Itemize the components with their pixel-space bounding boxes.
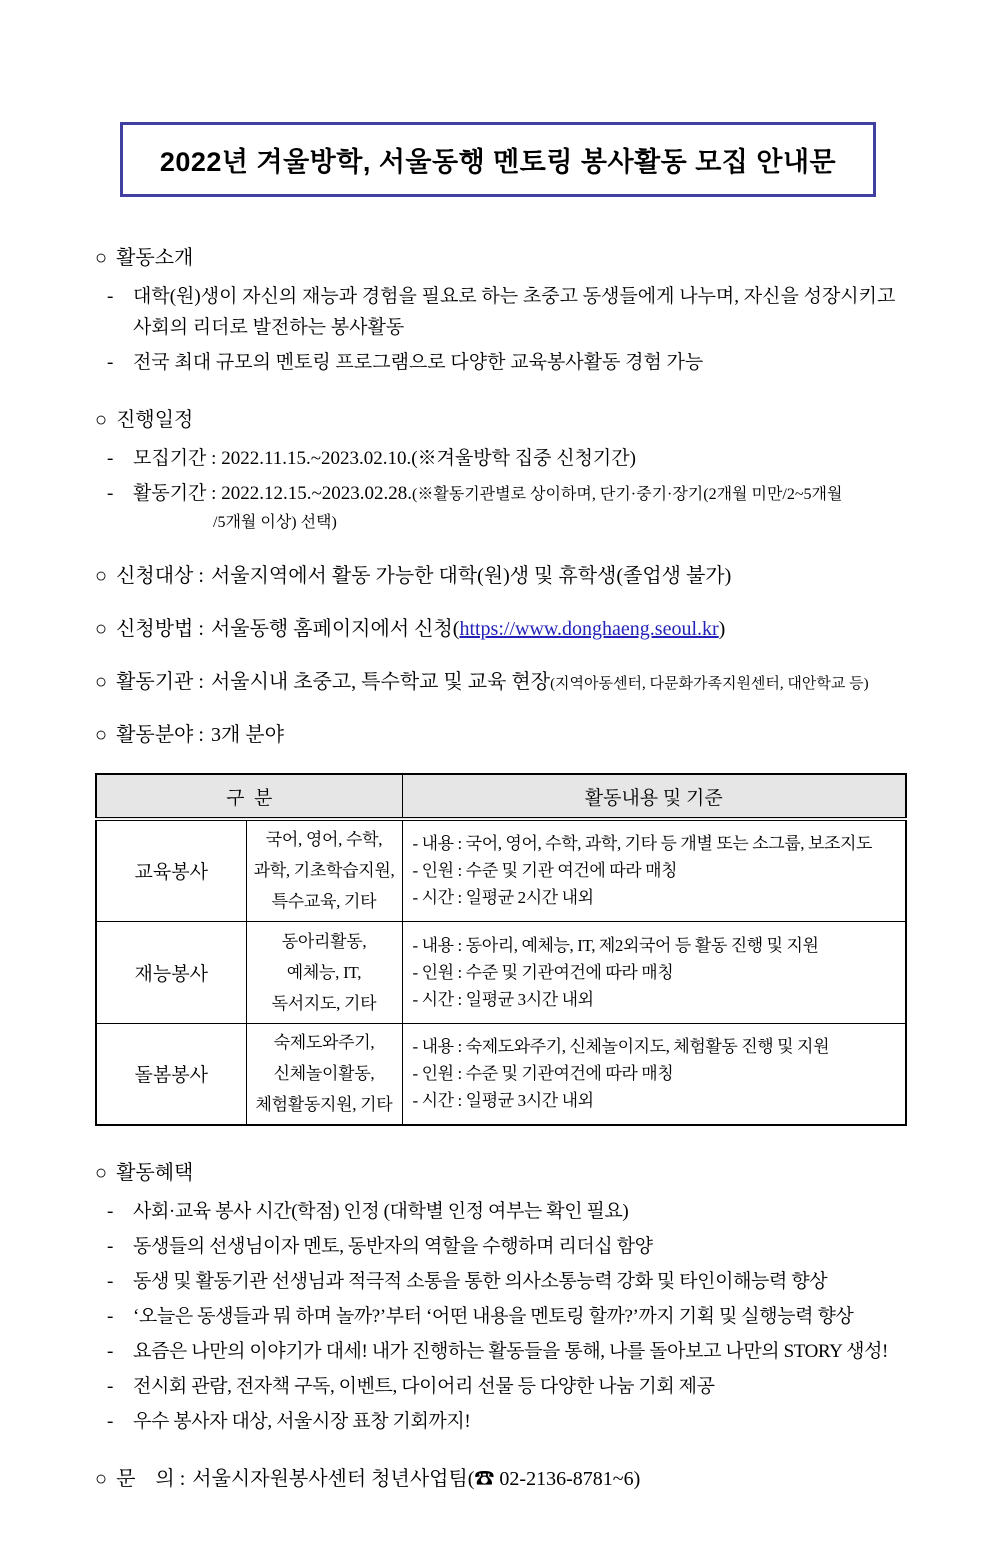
subjects-cell [246,921,402,1023]
dash-bullet: - [107,1341,113,1362]
subject-line: 동아리활동, [281,931,367,951]
benefit-item-text: ‘오늘은 동생들과 뭐 하며 놀까?’부터 ‘어떤 내용을 멘토링 할까?’까지 기획 및 실행능력 향상 [133,1306,854,1327]
dash-bullet: - [107,1376,113,1397]
method-value [211,618,725,640]
dash-bullet: - [107,483,114,504]
fields-value: 3개 분야 [210,724,284,746]
activity-period-note-2: /5개월 이상) 선택) [213,514,337,531]
method-value-pre: 서울동행 홈페이지에서 신청( [210,618,460,640]
category-cell: 돌봄봉사 [96,1023,246,1125]
circle-bullet: ○ [95,671,108,693]
contact-line [95,1462,905,1491]
detail-line: - 내용 : 숙제도와주기, 신체놀이지도, 체험활동 진행 및 지원 [412,1037,830,1057]
circle-bullet: ○ [95,247,108,269]
recruit-period-text: 모집기간 : 2022.11.15.~2023.02.10.(※겨울방학 집중 신청기간) [133,448,636,469]
detail-line: - 내용 : 동아리, 예체능, IT, 제2외국어 등 활동 진행 및 지원 [412,935,819,955]
activity-period-text: 활동기간 : 2022.12.15.~2023.02.28. [133,483,412,504]
details-cell [402,819,906,921]
detail-line: - 인원 : 수준 및 기관여건에 따라 매칭 [412,962,674,982]
detail-line: - 시간 : 일평균 3시간 내외 [412,989,594,1009]
subject-line: 국어, 영어, 수학, [265,830,383,850]
subject-line: 신체놀이활동, [273,1064,375,1084]
benefit-item-text: 요즘은 나만의 이야기가 대세! 내가 진행하는 활동들을 통해, 나를 돌아보고 나만의 STORY 생성! [133,1341,888,1362]
category-cell: 교육봉사 [96,819,246,921]
orgs-note: (지역아동센터, 다문화가족지원센터, 대안학교 등) [550,676,869,692]
subject-line: 특수교육, 기타 [271,892,377,912]
subject-line: 과학, 기초학습지원, [253,861,395,881]
detail-line: - 내용 : 국어, 영어, 수학, 과학, 기타 등 개별 또는 소그룹, 보조지도 [412,834,873,854]
benefit-item [95,1374,905,1399]
activity-period-note: (※활동기관별로 상이하며, 단기·중기·장기(2개월 미만/2~5개월 [411,486,843,503]
subjects-cell [246,1023,402,1125]
detail-line: - 인원 : 수준 및 기관 여건에 따라 매칭 [412,861,678,881]
dash-bullet: - [107,1411,113,1432]
section-heading-benefits [95,1156,905,1185]
contact-value: 서울시자원봉사센터 청년사업팀(☎ 02-2136-8781~6) [192,1468,641,1490]
circle-bullet: ○ [95,724,108,746]
intro-item-2-text: 전국 최대 규모의 멘토링 프로그램으로 다양한 교육봉사활동 경험 가능 [133,352,704,373]
subject-line: 예체능, IT, [286,962,362,982]
benefit-item [95,1269,905,1294]
section-heading-schedule [95,403,905,432]
dash-bullet: - [107,1271,113,1292]
intro-item-1-line-2: 사회의 리더로 발전하는 봉사활동 [133,317,405,338]
fields-line [95,718,905,747]
intro-item-1 [95,284,905,309]
circle-bullet: ○ [95,1468,108,1490]
intro-item-1-line-1: 대학(원)생이 자신의 재능과 경험을 필요로 하는 초중고 동생들에게 나누며, 자신을 성장시키고 [133,286,896,307]
contact-label: 문 의 : [116,1468,186,1490]
dash-bullet: - [107,352,114,373]
benefit-item-text: 전시회 관람, 전자책 구독, 이벤트, 다이어리 선물 등 다양한 나눔 기회 제공 [133,1376,715,1397]
circle-bullet: ○ [95,565,108,587]
dash-bullet: - [107,1201,113,1222]
benefit-item-text: 우수 봉사자 대상, 서울시장 표창 기회까지! [133,1411,471,1432]
table-header-content: 활동내용 및 기준 [402,774,906,819]
subject-line: 숙제도와주기, [273,1033,375,1053]
intro-item-2 [95,350,905,375]
orgs-value: 서울시내 초중고, 특수학교 및 교육 현장 [210,671,551,693]
dash-bullet: - [107,286,114,307]
dash-bullet: - [107,448,114,469]
fields-label: 활동분야 : [116,724,204,746]
orgs-label: 활동기관 : [116,671,204,693]
table-header-row [96,774,906,819]
detail-line: - 시간 : 일평균 3시간 내외 [412,1091,594,1111]
orgs-line [95,665,905,694]
benefit-item-text: 사회·교육 봉사 시간(학점) 인정 (대학별 인정 여부는 확인 필요) [133,1201,629,1222]
circle-bullet: ○ [95,1162,108,1184]
title-box [120,122,876,197]
benefit-item [95,1304,905,1329]
details-cell [402,1023,906,1125]
intro-item-1-continuation [95,315,905,340]
benefit-item [95,1409,905,1434]
section-heading-intro [95,241,905,270]
donghaeng-homepage-link[interactable]: https://www.donghaeng.seoul.kr [459,618,719,640]
target-label: 신청대상 : [116,565,204,587]
page-title: 2022년 겨울방학, 서울동행 멘토링 봉사활동 모집 안내문 [159,147,837,177]
subject-line: 독서지도, 기타 [271,993,377,1013]
detail-line: - 시간 : 일평균 2시간 내외 [412,888,594,908]
method-value-post: ) [718,618,726,640]
schedule-heading-text: 진행일정 [116,409,194,431]
benefit-item-text: 동생들의 선생님이자 멘토, 동반자의 역할을 수행하며 리더십 함양 [133,1236,653,1257]
circle-bullet: ○ [95,618,108,640]
detail-line: - 인원 : 수준 및 기관여건에 따라 매칭 [412,1064,674,1084]
benefit-item-text: 동생 및 활동기관 선생님과 적극적 소통을 통한 의사소통능력 강화 및 타인이해능력 향상 [133,1271,828,1292]
method-label: 신청방법 : [116,618,204,640]
table-header-category: 구 분 [96,774,402,819]
method-line [95,612,905,641]
schedule-recruit-period [95,446,905,471]
benefit-item [95,1339,905,1364]
benefit-item [95,1234,905,1259]
schedule-activity-period [95,481,905,507]
schedule-activity-period-continuation [95,511,905,535]
table-row [96,819,906,921]
circle-bullet: ○ [95,409,108,431]
dash-bullet: - [107,1306,113,1327]
subjects-cell [246,819,402,921]
benefit-item [95,1199,905,1224]
target-line [95,559,905,588]
details-cell [402,921,906,1023]
target-value: 서울지역에서 활동 가능한 대학(원)생 및 휴학생(졸업생 불가) [210,565,732,587]
benefits-heading-text: 활동혜택 [116,1162,194,1184]
dash-bullet: - [107,1236,113,1257]
subject-line: 체험활동지원, 기타 [255,1095,393,1115]
category-cell: 재능봉사 [96,921,246,1023]
table-row [96,921,906,1023]
table-row [96,1023,906,1125]
activity-table [95,773,907,1126]
intro-heading-text: 활동소개 [116,247,194,269]
